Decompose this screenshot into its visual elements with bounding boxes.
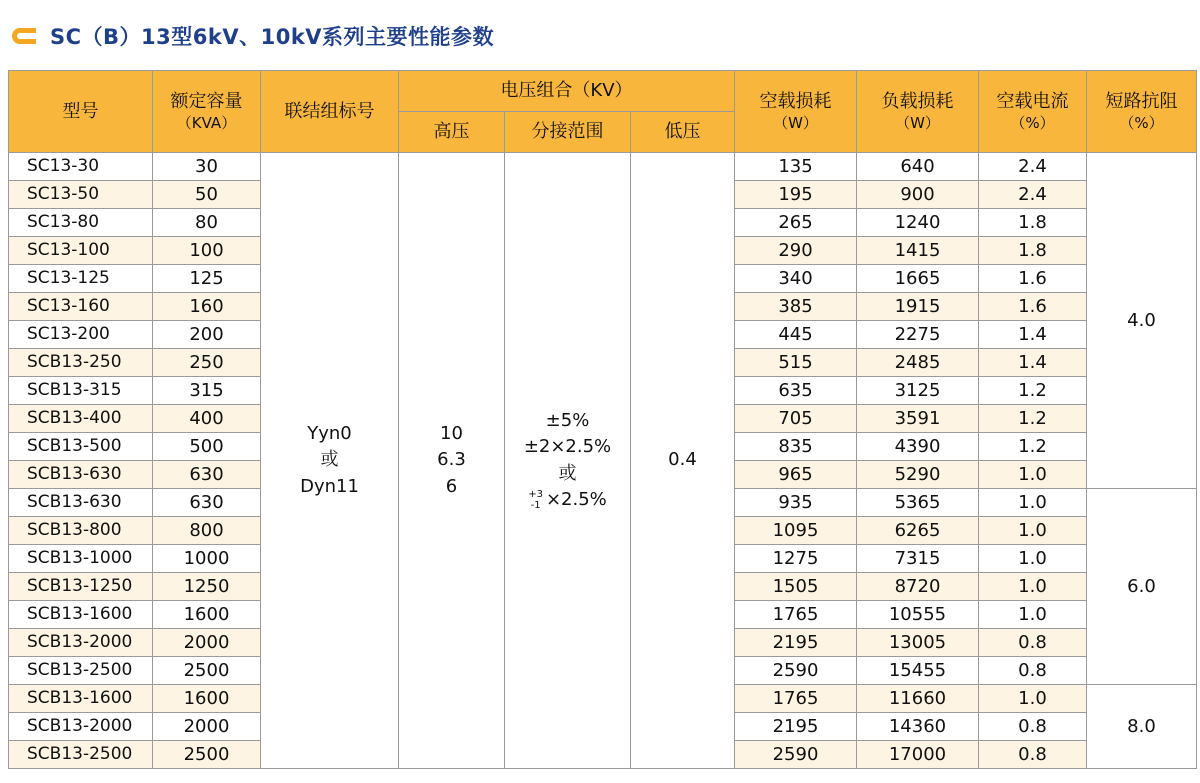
cell-noload-loss: 935: [735, 489, 857, 517]
cell-noload-current: 1.8: [979, 237, 1087, 265]
header-noload-current: 空载电流 （%）: [979, 71, 1087, 153]
cell-noload-loss: 385: [735, 293, 857, 321]
cell-capacity: 1600: [153, 685, 261, 713]
cell-load-loss: 3591: [857, 405, 979, 433]
cell-load-loss: 7315: [857, 545, 979, 573]
cell-vector-group: Yyn0 或 Dyn11: [261, 153, 399, 769]
cell-noload-current: 1.2: [979, 405, 1087, 433]
cell-tap-range: ±5% ±2×2.5% 或 +3 -1 ×2.5%: [505, 153, 631, 769]
cell-model: SCB13-1600: [9, 601, 153, 629]
cell-noload-loss: 135: [735, 153, 857, 181]
cell-capacity: 2500: [153, 741, 261, 769]
cell-capacity: 630: [153, 461, 261, 489]
cell-model: SCB13-2000: [9, 629, 153, 657]
cell-load-loss: 5365: [857, 489, 979, 517]
header-load-loss: 负载损耗 （W）: [857, 71, 979, 153]
cell-noload-current: 1.6: [979, 293, 1087, 321]
cell-noload-current: 1.0: [979, 461, 1087, 489]
cell-capacity: 500: [153, 433, 261, 461]
cell-noload-current: 0.8: [979, 629, 1087, 657]
header-vector-group: 联结组标号: [261, 71, 399, 153]
cell-capacity: 1600: [153, 601, 261, 629]
cell-load-loss: 900: [857, 181, 979, 209]
cell-capacity: 630: [153, 489, 261, 517]
cell-load-loss: 11660: [857, 685, 979, 713]
cell-noload-current: 0.8: [979, 713, 1087, 741]
cell-capacity: 315: [153, 377, 261, 405]
cell-model: SC13-50: [9, 181, 153, 209]
cell-model: SCB13-2500: [9, 741, 153, 769]
cell-noload-loss: 705: [735, 405, 857, 433]
cell-load-loss: 2485: [857, 349, 979, 377]
cell-model: SCB13-500: [9, 433, 153, 461]
magnet-icon: [8, 25, 38, 47]
cell-capacity: 800: [153, 517, 261, 545]
cell-noload-loss: 340: [735, 265, 857, 293]
cell-noload-loss: 445: [735, 321, 857, 349]
cell-model: SC13-100: [9, 237, 153, 265]
cell-noload-current: 0.8: [979, 741, 1087, 769]
cell-noload-loss: 2590: [735, 741, 857, 769]
cell-capacity: 2500: [153, 657, 261, 685]
cell-model: SCB13-630: [9, 489, 153, 517]
cell-noload-current: 1.0: [979, 573, 1087, 601]
cell-load-loss: 13005: [857, 629, 979, 657]
cell-model: SCB13-315: [9, 377, 153, 405]
title-bar: [8, 18, 494, 54]
cell-noload-loss: 2590: [735, 657, 857, 685]
header-hv: 高压: [399, 112, 505, 153]
cell-model: SC13-160: [9, 293, 153, 321]
page-title: SC（B）13型6kV、10kV系列主要性能参数: [50, 25, 495, 49]
cell-noload-current: 0.8: [979, 657, 1087, 685]
cell-model: SC13-125: [9, 265, 153, 293]
cell-capacity: 80: [153, 209, 261, 237]
header-model: 型号: [9, 71, 153, 153]
cell-noload-current: 1.0: [979, 685, 1087, 713]
cell-load-loss: 17000: [857, 741, 979, 769]
cell-model: SCB13-800: [9, 517, 153, 545]
cell-noload-current: 1.4: [979, 349, 1087, 377]
cell-capacity: 1250: [153, 573, 261, 601]
cell-model: SCB13-250: [9, 349, 153, 377]
header-lv: 低压: [631, 112, 735, 153]
cell-load-loss: 6265: [857, 517, 979, 545]
cell-capacity: 200: [153, 321, 261, 349]
cell-noload-current: 1.2: [979, 433, 1087, 461]
cell-impedance: 4.0: [1087, 153, 1197, 489]
cell-noload-loss: 635: [735, 377, 857, 405]
cell-noload-loss: 1275: [735, 545, 857, 573]
cell-load-loss: 14360: [857, 713, 979, 741]
cell-noload-loss: 1765: [735, 601, 857, 629]
cell-model: SC13-30: [9, 153, 153, 181]
cell-noload-loss: 1095: [735, 517, 857, 545]
cell-model: SCB13-630: [9, 461, 153, 489]
cell-noload-current: 1.0: [979, 489, 1087, 517]
cell-model: SCB13-2000: [9, 713, 153, 741]
performance-table: [8, 70, 1197, 769]
cell-load-loss: 1665: [857, 265, 979, 293]
cell-noload-loss: 290: [735, 237, 857, 265]
cell-noload-current: 1.0: [979, 517, 1087, 545]
cell-capacity: 125: [153, 265, 261, 293]
cell-load-loss: 1240: [857, 209, 979, 237]
cell-load-loss: 1915: [857, 293, 979, 321]
cell-capacity: 2000: [153, 713, 261, 741]
cell-impedance: 6.0: [1087, 489, 1197, 685]
cell-model: SCB13-2500: [9, 657, 153, 685]
cell-load-loss: 1415: [857, 237, 979, 265]
cell-model: SC13-200: [9, 321, 153, 349]
cell-load-loss: 10555: [857, 601, 979, 629]
cell-noload-loss: 1765: [735, 685, 857, 713]
cell-capacity: 2000: [153, 629, 261, 657]
cell-capacity: 100: [153, 237, 261, 265]
cell-lv: 0.4: [631, 153, 735, 769]
header-impedance: 短路抗阻 （%）: [1087, 71, 1197, 153]
cell-capacity: 1000: [153, 545, 261, 573]
cell-noload-current: 1.0: [979, 601, 1087, 629]
cell-capacity: 30: [153, 153, 261, 181]
cell-noload-current: 2.4: [979, 153, 1087, 181]
cell-noload-current: 1.0: [979, 545, 1087, 573]
cell-capacity: 250: [153, 349, 261, 377]
cell-model: SCB13-1250: [9, 573, 153, 601]
cell-noload-current: 1.4: [979, 321, 1087, 349]
cell-load-loss: 5290: [857, 461, 979, 489]
cell-impedance: 8.0: [1087, 685, 1197, 769]
cell-capacity: 160: [153, 293, 261, 321]
header-noload-loss: 空载损耗 （W）: [735, 71, 857, 153]
cell-capacity: 400: [153, 405, 261, 433]
cell-noload-current: 2.4: [979, 181, 1087, 209]
cell-load-loss: 640: [857, 153, 979, 181]
cell-load-loss: 3125: [857, 377, 979, 405]
cell-capacity: 50: [153, 181, 261, 209]
cell-load-loss: 4390: [857, 433, 979, 461]
cell-noload-loss: 835: [735, 433, 857, 461]
cell-noload-current: 1.8: [979, 209, 1087, 237]
cell-load-loss: 8720: [857, 573, 979, 601]
cell-noload-current: 1.6: [979, 265, 1087, 293]
cell-noload-loss: 965: [735, 461, 857, 489]
cell-noload-loss: 265: [735, 209, 857, 237]
cell-noload-loss: 2195: [735, 713, 857, 741]
cell-noload-current: 1.2: [979, 377, 1087, 405]
cell-hv: 10 6.3 6: [399, 153, 505, 769]
cell-model: SCB13-400: [9, 405, 153, 433]
cell-model: SC13-80: [9, 209, 153, 237]
cell-noload-loss: 1505: [735, 573, 857, 601]
cell-noload-loss: 2195: [735, 629, 857, 657]
header-tap-range: 分接范围: [505, 112, 631, 153]
cell-load-loss: 15455: [857, 657, 979, 685]
cell-noload-loss: 515: [735, 349, 857, 377]
header-voltage-group: 电压组合（KV）: [399, 71, 735, 112]
cell-model: SCB13-1600: [9, 685, 153, 713]
header-capacity: 额定容量 （KVA）: [153, 71, 261, 153]
cell-noload-loss: 195: [735, 181, 857, 209]
cell-load-loss: 2275: [857, 321, 979, 349]
table-row: [9, 153, 1197, 181]
table-body: [9, 153, 1197, 769]
cell-model: SCB13-1000: [9, 545, 153, 573]
